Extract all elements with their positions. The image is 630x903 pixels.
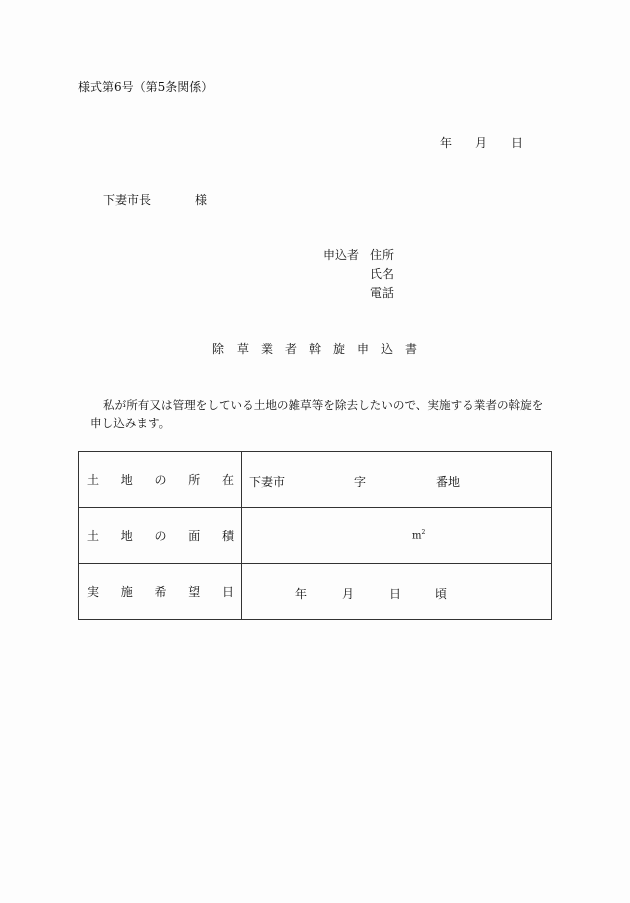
- date-approx: 頃: [435, 587, 448, 601]
- label-char: 実: [87, 585, 100, 599]
- table-label-cell: [79, 452, 242, 508]
- table-row: [79, 508, 552, 564]
- title-char: 草: [237, 342, 250, 356]
- table-row: [79, 564, 552, 620]
- addressee-honorific: 様: [195, 193, 208, 207]
- label-char: 土: [87, 473, 100, 487]
- label-char: 地: [120, 529, 133, 543]
- applicant-name-label: 氏名: [370, 267, 395, 281]
- area-unit: [412, 529, 425, 541]
- location-value-cell[interactable]: [242, 452, 552, 508]
- body-line-2: 申し込みます。: [90, 416, 171, 430]
- table-label-cell: [79, 564, 242, 620]
- location-aza: 字: [354, 475, 367, 489]
- label-char: 希: [154, 585, 167, 599]
- date-day: 日: [389, 587, 402, 601]
- applicant-address-label: 住所: [370, 248, 395, 262]
- location-city: 下妻市: [249, 475, 286, 489]
- label-char: 地: [120, 473, 133, 487]
- date-year: 年: [295, 587, 308, 601]
- label-char: 面: [188, 529, 201, 543]
- title-char: 込: [381, 342, 394, 356]
- table-row: [79, 452, 552, 508]
- title-char: 斡: [309, 342, 322, 356]
- application-table: [78, 451, 552, 620]
- applicant-phone-label: 電話: [370, 286, 395, 300]
- title-char: 旋: [333, 342, 346, 356]
- date-value-cell[interactable]: [242, 564, 552, 620]
- date-month: 月: [342, 587, 355, 601]
- date-year-label: 年: [440, 136, 453, 150]
- label-char: の: [154, 529, 167, 543]
- label-char: 積: [221, 529, 234, 543]
- addressee-title: 下妻市長: [103, 193, 152, 207]
- label-char: 土: [87, 529, 100, 543]
- title-char: 申: [357, 342, 370, 356]
- area-unit-sup: 2: [421, 529, 426, 536]
- title-char: 業: [261, 342, 274, 356]
- date-day-label: 日: [511, 136, 524, 150]
- title-char: 書: [405, 342, 418, 356]
- label-char: 在: [221, 473, 234, 487]
- label-char: 所: [188, 473, 201, 487]
- date-month-label: 月: [475, 136, 488, 150]
- form-number: 様式第6号（第5条関係）: [78, 80, 214, 94]
- area-unit-base: m: [412, 530, 422, 542]
- applicant-label: 申込者: [323, 248, 360, 262]
- area-value-cell[interactable]: [242, 508, 552, 564]
- label-char: 日: [221, 585, 234, 599]
- label-char: 施: [120, 585, 133, 599]
- label-char: の: [154, 473, 167, 487]
- table-label-cell: [79, 508, 242, 564]
- body-line-1: 私が所有又は管理をしている土地の雑草等を除去したいので、実施する業者の斡旋を: [103, 398, 544, 412]
- label-char: 望: [188, 585, 201, 599]
- title-char: 者: [285, 342, 298, 356]
- title-char: 除: [212, 342, 225, 356]
- location-banchi: 番地: [436, 475, 461, 489]
